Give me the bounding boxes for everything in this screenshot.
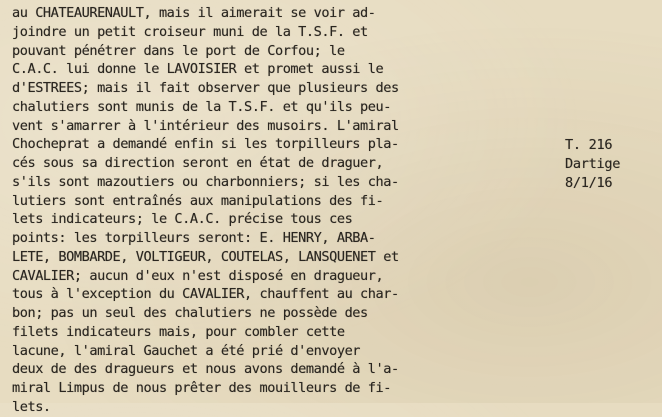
sender-name: Dartige xyxy=(565,155,621,172)
text-line: cés sous sa direction seront en état de draguer, xyxy=(12,155,384,171)
text-line: d'ESTREES; mais il fait observer que plusieurs des xyxy=(12,80,399,96)
text-line: lacune, l'amiral Gauchet a été prié d'envoyer xyxy=(12,342,361,359)
text-line: au CHATEAURENAULT, mais il aimerait se voir ad- xyxy=(12,5,376,21)
text-line: points: les torpilleurs seront: E. HENRY, ARBA- xyxy=(12,230,376,246)
telegram-number: T. 216 xyxy=(565,137,613,153)
text-line: lutiers sont entraînés aux manipulations des fi- xyxy=(12,192,384,209)
text-line: deux de des dragueurs et nous avons demandé à l'a- xyxy=(12,361,399,378)
text-line: miral Limpus de nous prêter des mouilleurs de fi- xyxy=(12,380,391,396)
text-line: tous à l'exception du CAVALIER, chauffent au char- xyxy=(12,286,399,303)
text-line: C.A.C. lui donne le LAVOISIER et promet aussi le xyxy=(12,61,384,78)
text-line: pouvant pénétrer dans le port de Corfou; le xyxy=(12,42,345,59)
text-line: LETE, BOMBARDE, VOLTIGEUR, COUTELAS, LANSQUENET et xyxy=(12,248,399,265)
text-line: filets indicateurs mais, pour combler cette xyxy=(12,323,345,340)
text-line: CAVALIER; aucun d'eux n'est disposé en dragueur, xyxy=(12,267,384,284)
margin-reference-note xyxy=(565,136,660,192)
text-line: chalutiers sont munis de la T.S.F. et qu'ils peu- xyxy=(12,98,391,115)
text-line: Chocheprat a demandé enfin si les torpilleurs pla- xyxy=(12,136,399,153)
body-text xyxy=(12,4,557,417)
note-date: 8/1/16 xyxy=(565,174,613,191)
text-line: vent s'amarrer à l'intérieur des musoirs. L'amiral xyxy=(12,117,399,134)
text-line: lets. xyxy=(12,398,51,415)
text-line: lets indicateurs; le C.A.C. précise tous ces xyxy=(12,211,353,228)
text-line: joindre un petit croiseur muni de la T.S.F. et xyxy=(12,23,368,40)
text-line: bon; pas un seul des chalutiers ne possède des xyxy=(12,305,368,321)
text-line: s'ils sont mazoutiers ou charbonniers; si les cha- xyxy=(12,173,399,190)
